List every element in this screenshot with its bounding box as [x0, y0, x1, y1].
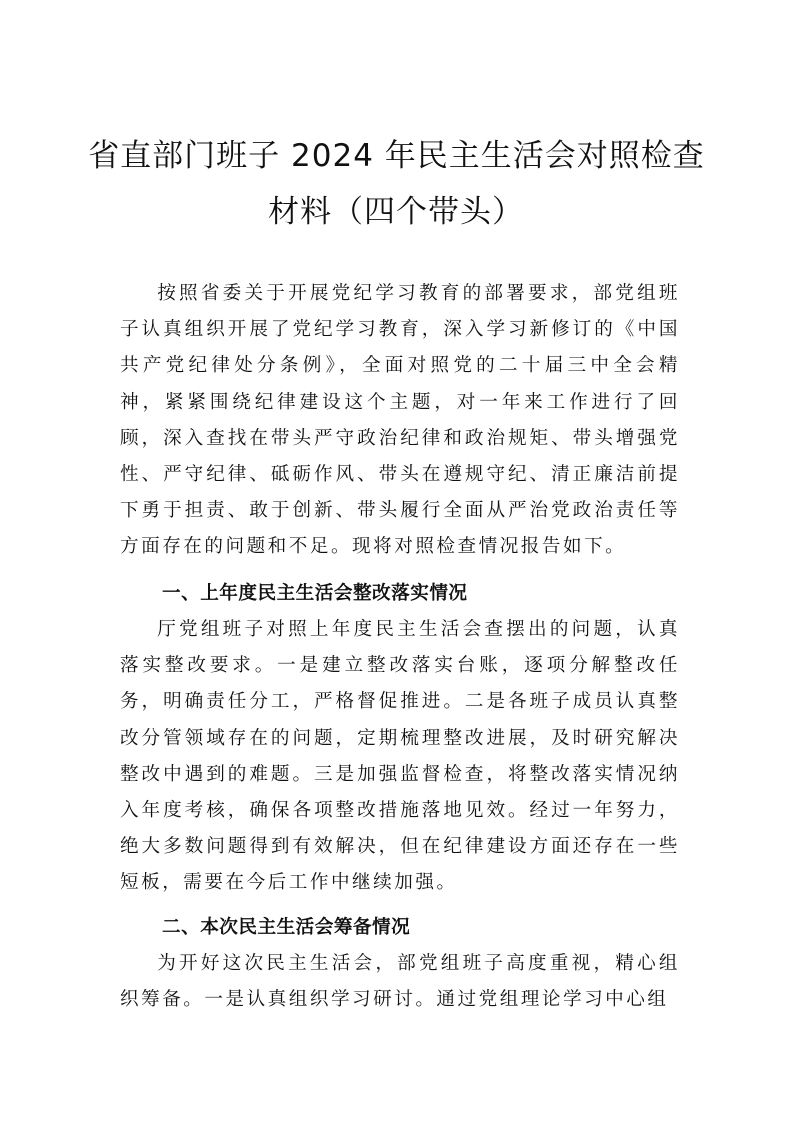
- section-1-heading: 一、上年度民主生活会整改落实情况: [162, 583, 468, 604]
- section-1-paragraph: 厅党组班子对照上年度民主生活会查摆出的问题，认真落实整改要求。一是建立整改落实台账，逐项分解整改任务，明确责任分工，严格督促推进。二是各班子成员认真整改分管领域存在的问题，定期梳理整改进展，及时研究解决整改中遇到的难题。三是加强监督检查，将整改落实情况纳入年度考核，确保各项整改措施落地见效。经过一年努力，绝大多数问题得到有效解决，但在纪律建设方面还存在一些短板，需要在今后工作中继续加强。: [120, 619, 680, 894]
- document-title-line-1: 省直部门班子 2024 年民主生活会对照检查: [88, 138, 705, 174]
- intro-paragraph: 按照省委关于开展党纪学习教育的部署要求，部党组班子认真组织开展了党纪学习教育，深入学习新修订的《中国共产党纪律处分条例》，全面对照党的二十届三中全会精神，紧紧围绕纪律建设这个主题，对一年来工作进行了回顾，深入查找在带头严守政治纪律和政治规矩、带头增强党性、严守纪律、砥砺作风、带头在遵规守纪、清正廉洁前提下勇于担责、敢于创新、带头履行全面从严治党政治责任等方面存在的问题和不足。现将对照检查情况报告如下。: [120, 283, 680, 558]
- section-2-heading: 二、本次民主生活会筹备情况: [162, 917, 411, 938]
- section-2-paragraph: 为开好这次民主生活会，部党组班子高度重视，精心组织筹备。一是认真组织学习研讨。通过党组理论学习中心组: [120, 953, 680, 1011]
- document-title-line-2: 材料（四个带头）: [268, 194, 524, 230]
